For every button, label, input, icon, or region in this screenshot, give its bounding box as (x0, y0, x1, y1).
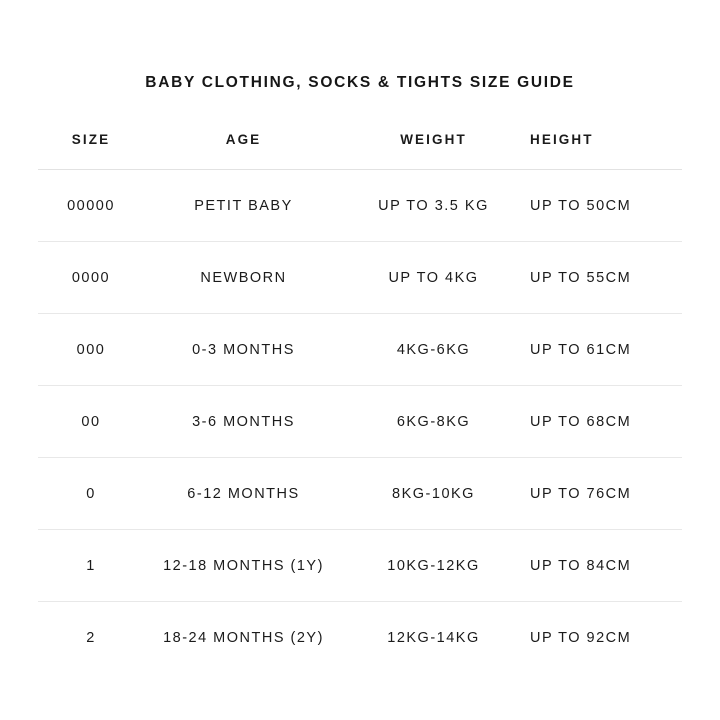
cell-age: 6-12 MONTHS (144, 458, 343, 530)
cell-height: UP TO 50CM (524, 170, 682, 242)
column-header-weight: WEIGHT (343, 126, 524, 170)
cell-weight: 6KG-8KG (343, 386, 524, 458)
cell-age: 18-24 MONTHS (2Y) (163, 629, 324, 646)
cell-weight: 4KG-6KG (343, 314, 524, 386)
cell-height: UP TO 92CM (530, 629, 632, 646)
cell-age: NEWBORN (144, 242, 343, 314)
table-row (38, 602, 682, 674)
cell-height: UP TO 84CM (524, 530, 682, 602)
column-header-age: AGE (144, 126, 343, 170)
cell-height: UP TO 61CM (524, 314, 682, 386)
cell-size: 0 (38, 458, 144, 530)
table-header (38, 126, 682, 170)
table-row (38, 170, 682, 242)
cell-weight: 10KG-12KG (343, 530, 524, 602)
table-body (38, 170, 682, 674)
cell-size: 0000 (38, 242, 144, 314)
column-header-size: SIZE (38, 126, 144, 170)
page-title: BABY CLOTHING, SOCKS & TIGHTS SIZE GUIDE (145, 74, 575, 91)
table-row (38, 530, 682, 602)
table-row (38, 242, 682, 314)
cell-weight: 8KG-10KG (343, 458, 524, 530)
cell-age: 0-3 MONTHS (144, 314, 343, 386)
table-row (38, 458, 682, 530)
table-row (38, 314, 682, 386)
table-row (38, 386, 682, 458)
column-header-height: HEIGHT (524, 126, 682, 170)
cell-age: PETIT BABY (144, 170, 343, 242)
cell-size: 00000 (38, 170, 144, 242)
cell-size: 00 (38, 386, 144, 458)
cell-size: 000 (38, 314, 144, 386)
cell-weight: UP TO 4KG (343, 242, 524, 314)
cell-weight: 12KG-14KG (387, 629, 480, 646)
table-header-row (38, 126, 682, 170)
cell-age: 12-18 MONTHS (1Y) (144, 530, 343, 602)
cell-height: UP TO 55CM (524, 242, 682, 314)
cell-height: UP TO 68CM (524, 386, 682, 458)
cell-weight: UP TO 3.5 KG (343, 170, 524, 242)
cell-size: 2 (86, 629, 96, 646)
cell-age: 3-6 MONTHS (144, 386, 343, 458)
cell-height: UP TO 76CM (524, 458, 682, 530)
size-guide-table (38, 126, 682, 673)
cell-size: 1 (38, 530, 144, 602)
